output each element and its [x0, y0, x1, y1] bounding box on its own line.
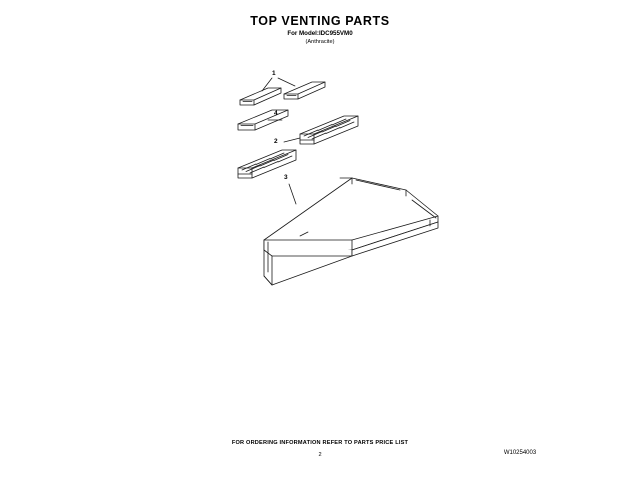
part-1-right-cap [284, 82, 325, 99]
leader-2 [284, 138, 300, 142]
leader-3 [289, 184, 296, 204]
exploded-diagram [0, 50, 640, 390]
part-2-grille [300, 116, 358, 144]
ordering-info-note: FOR ORDERING INFORMATION REFER TO PARTS PRICE LIST [231, 440, 409, 446]
diagram-svg [0, 50, 640, 390]
page-title: TOP VENTING PARTS [250, 14, 390, 28]
callout-1: 1 [272, 70, 276, 77]
document-code-text: W10254003 [503, 450, 537, 456]
callout-4: 4 [274, 110, 278, 117]
page-number: 2 [318, 452, 322, 458]
part-1-left-cap [240, 88, 281, 105]
document-header [0, 14, 640, 46]
leader-1b [278, 78, 295, 86]
part-3-top-panel [264, 178, 438, 285]
model-line: For Model:IDC955VM0 [287, 30, 353, 37]
document-code [0, 450, 640, 456]
color-line: (Anthracite) [305, 39, 335, 45]
callout-2: 2 [274, 138, 278, 145]
callout-3: 3 [284, 174, 288, 181]
